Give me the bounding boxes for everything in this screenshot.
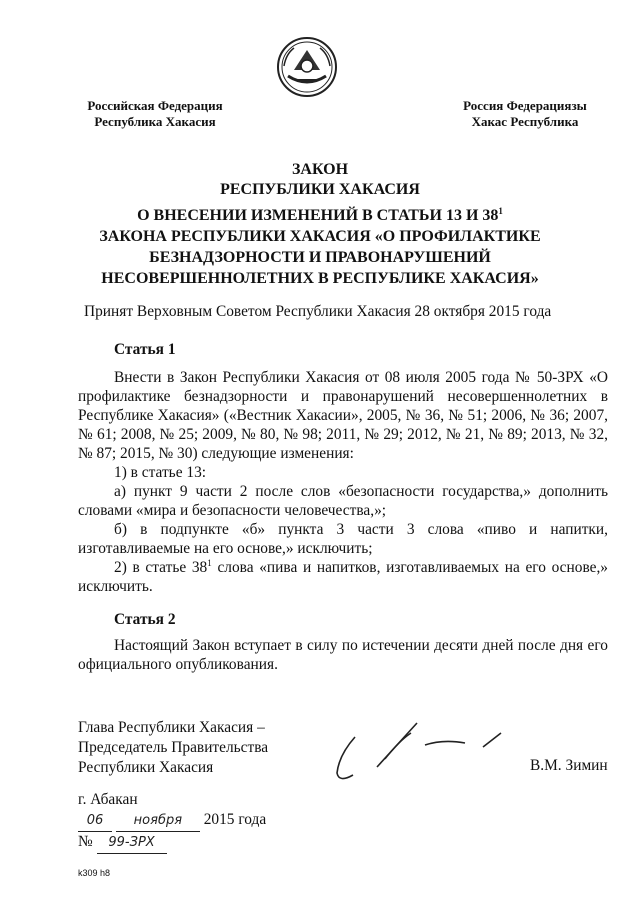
title-line-2: ЗАКОНА РЕСПУБЛИКИ ХАКАСИЯ «О ПРОФИЛАКТИКЕ: [99, 228, 541, 245]
number-label: №: [78, 833, 93, 850]
date-month: ноября: [116, 811, 200, 832]
article-2-paragraph-1: Настоящий Закон вступает в силу по истечении десяти дней после дня его официального опубликования.: [78, 637, 608, 673]
law-title: [40, 205, 600, 289]
city: г. Абакан: [78, 791, 138, 808]
header-right-country: Россия Федерациязы: [463, 98, 587, 113]
title-line-1-text: О ВНЕСЕНИИ ИЗМЕНЕНИЙ В СТАТЬИ 13 И 38: [137, 207, 499, 224]
law-number: 99-ЗРХ: [97, 833, 167, 854]
article-2-heading: Статья 2: [114, 611, 176, 628]
signatory-line-1: Глава Республики Хакасия –: [78, 719, 265, 736]
signatory-block: [78, 718, 268, 778]
article-1-paragraph-3: а) пункт 9 части 2 после слов «безопасности государства,» дополнить словами «мира и безопасности человечества,»;: [78, 483, 608, 519]
law-heading: [40, 160, 600, 200]
place-date-block: [78, 790, 266, 854]
law-republic: РЕСПУБЛИКИ ХАКАСИЯ: [220, 181, 420, 198]
title-superscript: 1: [498, 206, 503, 216]
header-left: [70, 98, 240, 130]
title-line-3: БЕЗНАДЗОРНОСТИ И ПРАВОНАРУШЕНИЙ: [149, 249, 491, 266]
header-right-republic: Хакас Республика: [471, 114, 579, 129]
article-1-heading: Статья 1: [114, 341, 176, 358]
article-1-paragraph-4: б) в подпункте «б» пункта 3 части 3 слова «пиво и напитки, изготавливаемые на его основе,» исключить;: [78, 521, 608, 557]
title-line-4: НЕСОВЕРШЕННОЛЕТНИХ В РЕСПУБЛИКЕ ХАКАСИЯ»: [101, 270, 539, 287]
handwritten-signature: [325, 715, 515, 790]
paragraph-5-superscript: 1: [207, 558, 212, 568]
header-left-republic: Республика Хакасия: [94, 114, 216, 129]
signatory-line-2: Председатель Правительства: [78, 739, 269, 756]
number-line: [78, 832, 266, 854]
article-1-paragraph-5: [78, 558, 608, 596]
date-day: 06: [78, 811, 112, 832]
article-1-paragraph-1: Внести в Закон Республики Хакасия от 08 июля 2005 года № 50-ЗРХ «О профилактике безнадзорности и правонарушений несовершеннолетних в Республике Хакасия» («Вестник Хакасии», 2005, № 36, № 51; 2006, № 36; 2007, № 61; 2008, № 25; 2009, № 80, № 98; 2011, № 29; 2012, № 21, № 89; 2013, № 32, № 87; 2015, № 30) следующие изменения:: [78, 369, 608, 462]
law-word: ЗАКОН: [291, 161, 349, 178]
signatory-name: В.М. Зимин: [530, 757, 608, 774]
signatory-line-3: Республики Хакасия: [78, 759, 214, 776]
paragraph-5-end: слова «пива и напитков, изготавливаемых на его основе,» исключить.: [78, 559, 608, 595]
date-line: [78, 810, 266, 832]
paragraph-5-start: 2) в статье 38: [114, 559, 208, 576]
header-left-country: Российская Федерация: [87, 98, 223, 113]
title-line-1: [40, 205, 600, 226]
coat-of-arms-emblem: [276, 36, 338, 98]
article-1-paragraph-2: 1) в статье 13:: [114, 464, 207, 481]
adoption-note: Принят Верховным Советом Республики Хакасия 28 октября 2015 года: [84, 303, 552, 320]
header-right: [440, 98, 610, 130]
footer-code: k309 h8: [78, 868, 111, 878]
date-year: 2015 года: [203, 811, 267, 828]
